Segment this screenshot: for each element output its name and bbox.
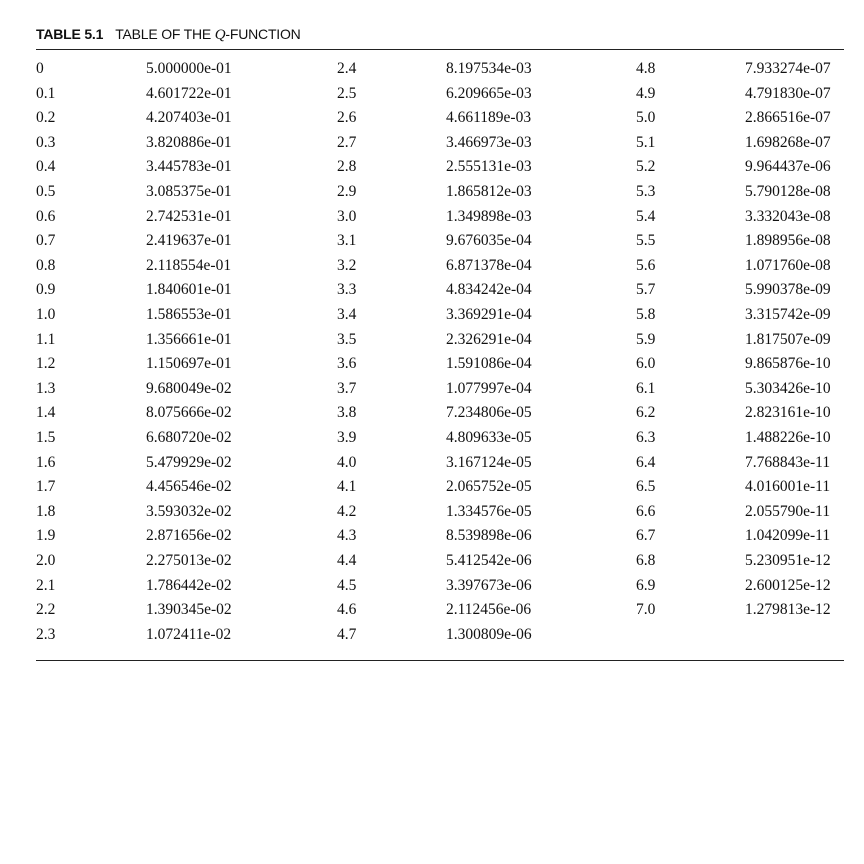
x-value-cell: 4.3 — [337, 527, 357, 545]
x-value-cell: 3.5 — [337, 330, 357, 348]
x-value-cell: 4.8 — [636, 60, 656, 77]
q-value-cell: 1.072411e-02 — [146, 625, 232, 643]
q-value-cell: 3.445783e-01 — [146, 158, 232, 176]
bottom-rule — [36, 660, 844, 661]
x-value-cell: 4.2 — [337, 502, 357, 520]
x-value-cell: 2.2 — [36, 601, 56, 619]
x-value-cell: 0.1 — [36, 84, 56, 102]
q-value-cell: 1.150697e-01 — [146, 355, 232, 373]
q-value-cell: 2.823161e-10 — [745, 404, 831, 422]
q-value-cell: 9.964437e-06 — [745, 158, 831, 176]
q-value-cell: 7.234806e-05 — [446, 404, 532, 422]
q-value-cell: 5.000000e-01 — [146, 60, 232, 77]
x-value-cell: 1.7 — [36, 478, 56, 496]
x-value-cell: 0 — [36, 60, 44, 77]
x-value-cell: 2.9 — [337, 183, 357, 200]
q-symbol: Q — [214, 27, 226, 43]
x-value-cell: 1.9 — [36, 527, 56, 545]
x-value-cell: 3.3 — [337, 281, 357, 299]
q-value-cell: 8.075666e-02 — [146, 404, 232, 422]
q-value-cell: 3.315742e-09 — [745, 306, 831, 323]
x-value-cell: 6.0 — [636, 355, 656, 373]
q-value-cell: 1.334576e-05 — [446, 502, 532, 520]
x-value-cell: 5.0 — [636, 109, 656, 127]
x-value-cell: 0.6 — [36, 207, 56, 225]
q-value-cell: 9.676035e-04 — [446, 232, 532, 250]
q-value-cell: 2.118554e-01 — [146, 256, 232, 274]
x-value-cell: 2.4 — [337, 60, 357, 77]
q-value-cell: 4.791830e-07 — [745, 84, 831, 102]
q-value-cell: 4.834242e-04 — [446, 281, 532, 299]
x-value-cell: 4.0 — [337, 453, 357, 471]
q-value-cell: 2.600125e-12 — [745, 576, 831, 594]
q-value-cell: 5.303426e-10 — [745, 379, 831, 397]
q-value-cell: 1.349898e-03 — [446, 207, 532, 225]
x-value-cell: 5.2 — [636, 158, 656, 176]
table-title-prefix: TABLE OF THE — [115, 26, 215, 42]
x-value-cell: 6.4 — [636, 453, 656, 471]
q-value-cell: 1.488226e-10 — [745, 429, 831, 446]
x-value-cell: 0.4 — [36, 158, 56, 176]
q-value-cell: 4.207403e-01 — [146, 109, 232, 127]
q-value-cell: 9.680049e-02 — [146, 379, 232, 397]
q-value-cell: 4.456546e-02 — [146, 478, 232, 496]
q-value-cell: 2.742531e-01 — [146, 207, 232, 225]
table-number: TABLE 5.1 — [36, 26, 104, 42]
x-value-cell: 0.3 — [36, 133, 56, 151]
q-value-cell: 1.586553e-01 — [146, 306, 232, 323]
x-value-cell: 0.2 — [36, 109, 56, 127]
q-value-cell: 5.990378e-09 — [745, 281, 831, 299]
x-value-cell: 1.0 — [36, 306, 56, 323]
x-value-cell: 3.6 — [337, 355, 357, 373]
q-value-cell: 2.065752e-05 — [446, 478, 532, 496]
q-value-cell: 5.790128e-08 — [745, 183, 831, 200]
table-title-suffix: -FUNCTION — [225, 26, 301, 42]
q-value-cell: 7.933274e-07 — [745, 60, 831, 77]
x-value-cell: 6.5 — [636, 478, 656, 496]
q-value-cell: 5.479929e-02 — [146, 453, 232, 471]
q-value-cell: 2.555131e-03 — [446, 158, 532, 176]
x-value-cell: 6.8 — [636, 552, 656, 569]
q-value-cell: 1.898956e-08 — [745, 232, 831, 250]
x-value-cell: 5.3 — [636, 183, 656, 200]
q-value-cell: 1.300809e-06 — [446, 625, 532, 643]
q-value-cell: 3.167124e-05 — [446, 453, 532, 471]
x-value-cell: 7.0 — [636, 601, 656, 619]
x-value-cell: 2.3 — [36, 625, 56, 643]
q-value-cell: 1.279813e-12 — [745, 601, 831, 619]
x-value-cell: 5.1 — [636, 133, 656, 151]
x-value-cell: 1.3 — [36, 379, 56, 397]
q-value-cell: 4.809633e-05 — [446, 429, 532, 446]
q-value-cell: 1.390345e-02 — [146, 601, 232, 619]
q-value-cell: 3.397673e-06 — [446, 576, 532, 594]
x-value-cell: 4.9 — [636, 84, 656, 102]
q-value-cell: 4.016001e-11 — [745, 478, 831, 496]
x-value-cell: 6.7 — [636, 527, 656, 545]
x-value-cell: 4.5 — [337, 576, 357, 594]
x-value-cell: 3.9 — [337, 429, 357, 446]
q-value-cell: 5.412542e-06 — [446, 552, 532, 569]
q-value-cell: 2.866516e-07 — [745, 109, 831, 127]
q-value-cell: 2.326291e-04 — [446, 330, 532, 348]
q-value-cell: 1.356661e-01 — [146, 330, 232, 348]
q-value-cell: 3.820886e-01 — [146, 133, 232, 151]
q-value-cell: 1.071760e-08 — [745, 256, 831, 274]
q-value-cell: 2.871656e-02 — [146, 527, 232, 545]
q-value-cell: 7.768843e-11 — [745, 453, 831, 471]
q-value-cell: 2.055790e-11 — [745, 502, 831, 520]
q-value-cell: 8.539898e-06 — [446, 527, 532, 545]
x-value-cell: 5.6 — [636, 256, 656, 274]
q-value-cell: 1.865812e-03 — [446, 183, 532, 200]
x-value-cell: 0.5 — [36, 183, 56, 200]
q-value-cell: 1.591086e-04 — [446, 355, 532, 373]
x-value-cell: 5.4 — [636, 207, 656, 225]
x-value-cell: 3.7 — [337, 379, 357, 397]
x-value-cell: 6.6 — [636, 502, 656, 520]
x-value-cell: 3.1 — [337, 232, 357, 250]
q-value-cell: 3.332043e-08 — [745, 207, 831, 225]
x-value-cell: 6.3 — [636, 429, 656, 446]
q-value-cell: 3.369291e-04 — [446, 306, 532, 323]
x-value-cell: 4.1 — [337, 478, 357, 496]
x-value-cell: 6.9 — [636, 576, 656, 594]
x-value-cell: 1.2 — [36, 355, 56, 373]
q-value-cell: 6.871378e-04 — [446, 256, 532, 274]
x-value-cell: 3.0 — [337, 207, 357, 225]
q-value-cell: 2.275013e-02 — [146, 552, 232, 569]
q-value-cell: 6.680720e-02 — [146, 429, 232, 446]
x-value-cell: 5.5 — [636, 232, 656, 250]
q-value-cell: 3.085375e-01 — [146, 183, 232, 200]
q-value-cell: 9.865876e-10 — [745, 355, 831, 373]
q-value-cell: 3.466973e-03 — [446, 133, 532, 151]
q-value-cell: 1.840601e-01 — [146, 281, 232, 299]
x-value-cell: 4.6 — [337, 601, 357, 619]
q-value-cell: 4.601722e-01 — [146, 84, 232, 102]
x-value-cell: 1.8 — [36, 502, 56, 520]
x-value-cell: 3.2 — [337, 256, 357, 274]
x-value-cell: 4.4 — [337, 552, 357, 569]
x-value-cell: 1.1 — [36, 330, 56, 348]
x-value-cell: 1.5 — [36, 429, 56, 446]
x-value-cell: 1.6 — [36, 453, 56, 471]
x-value-cell: 0.7 — [36, 232, 56, 250]
x-value-cell: 0.9 — [36, 281, 56, 299]
q-value-cell: 1.817507e-09 — [745, 330, 831, 348]
x-value-cell: 5.8 — [636, 306, 656, 323]
q-value-cell: 4.661189e-03 — [446, 109, 532, 127]
x-value-cell: 4.7 — [337, 625, 357, 643]
x-value-cell: 0.8 — [36, 256, 56, 274]
q-value-cell: 8.197534e-03 — [446, 60, 532, 77]
x-value-cell: 6.2 — [636, 404, 656, 422]
x-value-cell: 2.0 — [36, 552, 56, 569]
x-value-cell: 2.7 — [337, 133, 357, 151]
x-value-cell: 2.5 — [337, 84, 357, 102]
x-value-cell: 2.1 — [36, 576, 56, 594]
q-value-cell: 1.042099e-11 — [745, 527, 831, 545]
x-value-cell: 2.8 — [337, 158, 357, 176]
x-value-cell: 5.9 — [636, 330, 656, 348]
q-value-cell: 6.209665e-03 — [446, 84, 532, 102]
x-value-cell: 1.4 — [36, 404, 56, 422]
q-value-cell: 5.230951e-12 — [745, 552, 831, 569]
q-value-cell: 3.593032e-02 — [146, 502, 232, 520]
x-value-cell: 3.4 — [337, 306, 357, 323]
q-value-cell: 1.786442e-02 — [146, 576, 232, 594]
q-value-cell: 1.077997e-04 — [446, 379, 532, 397]
q-value-cell: 1.698268e-07 — [745, 133, 831, 151]
x-value-cell: 2.6 — [337, 109, 357, 127]
q-value-cell: 2.419637e-01 — [146, 232, 232, 250]
q-value-cell: 2.112456e-06 — [446, 601, 532, 619]
x-value-cell: 6.1 — [636, 379, 656, 397]
x-value-cell: 5.7 — [636, 281, 656, 299]
x-value-cell: 3.8 — [337, 404, 357, 422]
